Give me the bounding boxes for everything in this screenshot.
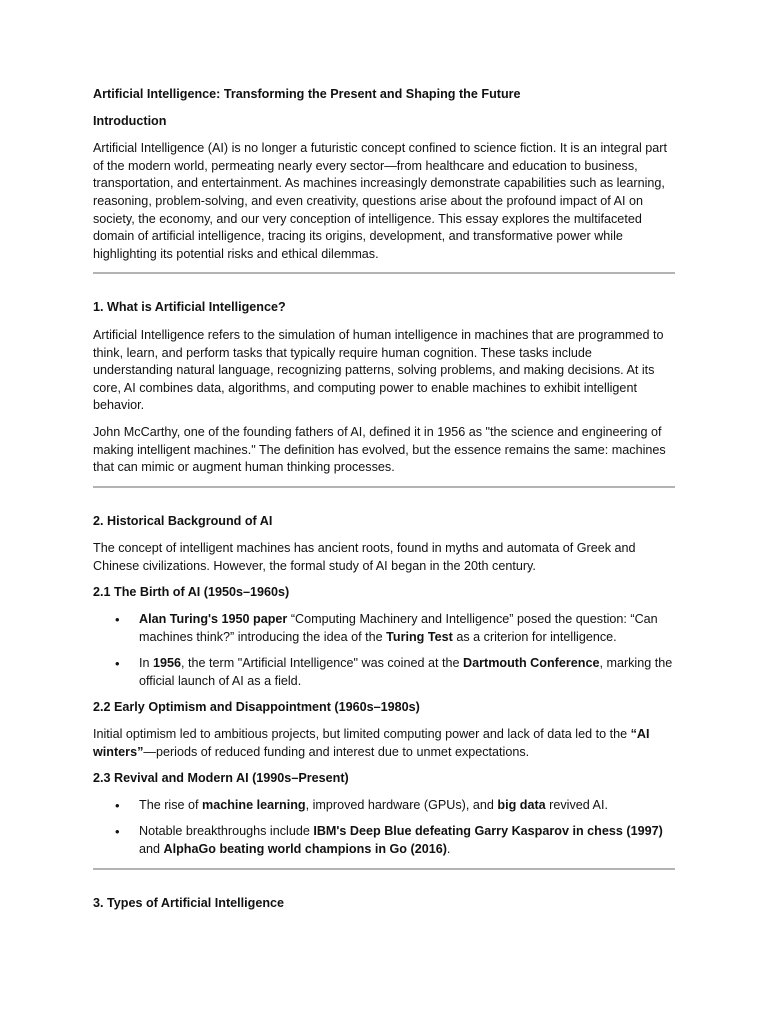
bold-text: IBM's Deep Blue defeating Garry Kasparov in chess (1997) <box>313 824 663 839</box>
text: In <box>139 656 154 671</box>
subsection-2-2-paragraph <box>93 726 675 761</box>
section2-paragraph: The concept of intelligent machines has ancient roots, found in myths and automata of Greek and Chinese civilizations. However, the formal study of AI began in the 20th century. <box>93 541 636 573</box>
subsection-2-1-list <box>93 611 675 690</box>
subsection-2-1-heading: 2.1 The Birth of AI (1950s–1960s) <box>93 585 290 600</box>
subsection-2-3-heading: 2.3 Revival and Modern AI (1990s–Present) <box>93 771 349 786</box>
bold-text: Turing Test <box>386 629 453 644</box>
bold-text: “AI winters” <box>93 727 650 759</box>
bold-text: Dartmouth Conference <box>463 656 600 671</box>
section-divider <box>93 272 675 274</box>
bold-text: AlphaGo beating world champions in Go (2016) <box>163 842 447 856</box>
text: as a criterion for intelligence. <box>452 629 617 644</box>
text: and <box>139 842 164 856</box>
text: , improved hardware (GPUs), and <box>305 797 498 812</box>
list-item <box>93 823 675 858</box>
section1-heading: 1. What is Artificial Intelligence? <box>93 300 286 315</box>
document-page <box>93 86 675 922</box>
text: Notable breakthroughs include <box>139 824 314 839</box>
bold-text: 1956 <box>153 656 182 671</box>
text: The rise of <box>139 797 202 812</box>
intro-heading: Introduction <box>93 113 167 128</box>
text: —periods of reduced funding and interest due to unmet expectations. <box>143 744 530 759</box>
text: , marking the official launch of AI as a field. <box>139 656 673 688</box>
section1-paragraph-2: John McCarthy, one of the founding fathers of AI, defined it in 1956 as "the science and engineering of making intelligent machines." The definition has evolved, but the essence remains the same: machines that can mimic or augment human thinking processes. <box>93 424 666 475</box>
text: “Computing Machinery and Intelligence” posed the question: “Can machines think?” introducing the idea of the <box>139 612 658 644</box>
text: Initial optimism led to ambitious projects, but limited computing power and lack of data led to the <box>93 727 631 742</box>
list-item <box>93 611 675 646</box>
section3-heading: 3. Types of Artificial Intelligence <box>93 895 285 910</box>
bold-text: machine learning <box>202 797 306 812</box>
document-title: Artificial Intelligence: Transforming the Present and Shaping the Future <box>93 87 521 101</box>
bold-text: big data <box>497 797 546 812</box>
bold-text: Alan Turing's 1950 paper <box>139 612 288 627</box>
list-item <box>93 655 675 690</box>
list-item <box>93 797 675 815</box>
section-divider <box>93 486 675 488</box>
text: , the term "Artificial Intelligence" was coined at the <box>181 656 463 671</box>
subsection-2-3-list <box>93 797 675 859</box>
subsection-2-2-heading: 2.2 Early Optimism and Disappointment (1960s–1980s) <box>93 700 420 715</box>
intro-paragraph: Artificial Intelligence (AI) is no longer a futuristic concept confined to science fiction. It is an integral part of the modern world, permeating nearly every sector—from healthcare and education to business, transportation, and entertainment. As machines increasingly demonstrate capabilities such as learning, reasoning, problem-solving, and even creativity, questions arise about the profound impact of AI on society, the economy, and our very conception of intelligence. This essay explores the multifaceted domain of artificial intelligence, tracing its origins, development, and transformative power while highlighting its potential risks and ethical dilemmas. <box>93 141 667 261</box>
text: . <box>446 842 451 856</box>
section-divider <box>93 868 675 870</box>
section2-heading: 2. Historical Background of AI <box>93 513 273 528</box>
section1-paragraph-1: Artificial Intelligence refers to the simulation of human intelligence in machines that are programmed to think, learn, and perform tasks that typically require human cognition. These tasks include understanding natural language, recognizing patterns, solving problems, and making decisions. At its core, AI combines data, algorithms, and computing power to enable machines to exhibit intelligent behavior. <box>93 327 664 413</box>
text: revived AI. <box>545 797 608 812</box>
